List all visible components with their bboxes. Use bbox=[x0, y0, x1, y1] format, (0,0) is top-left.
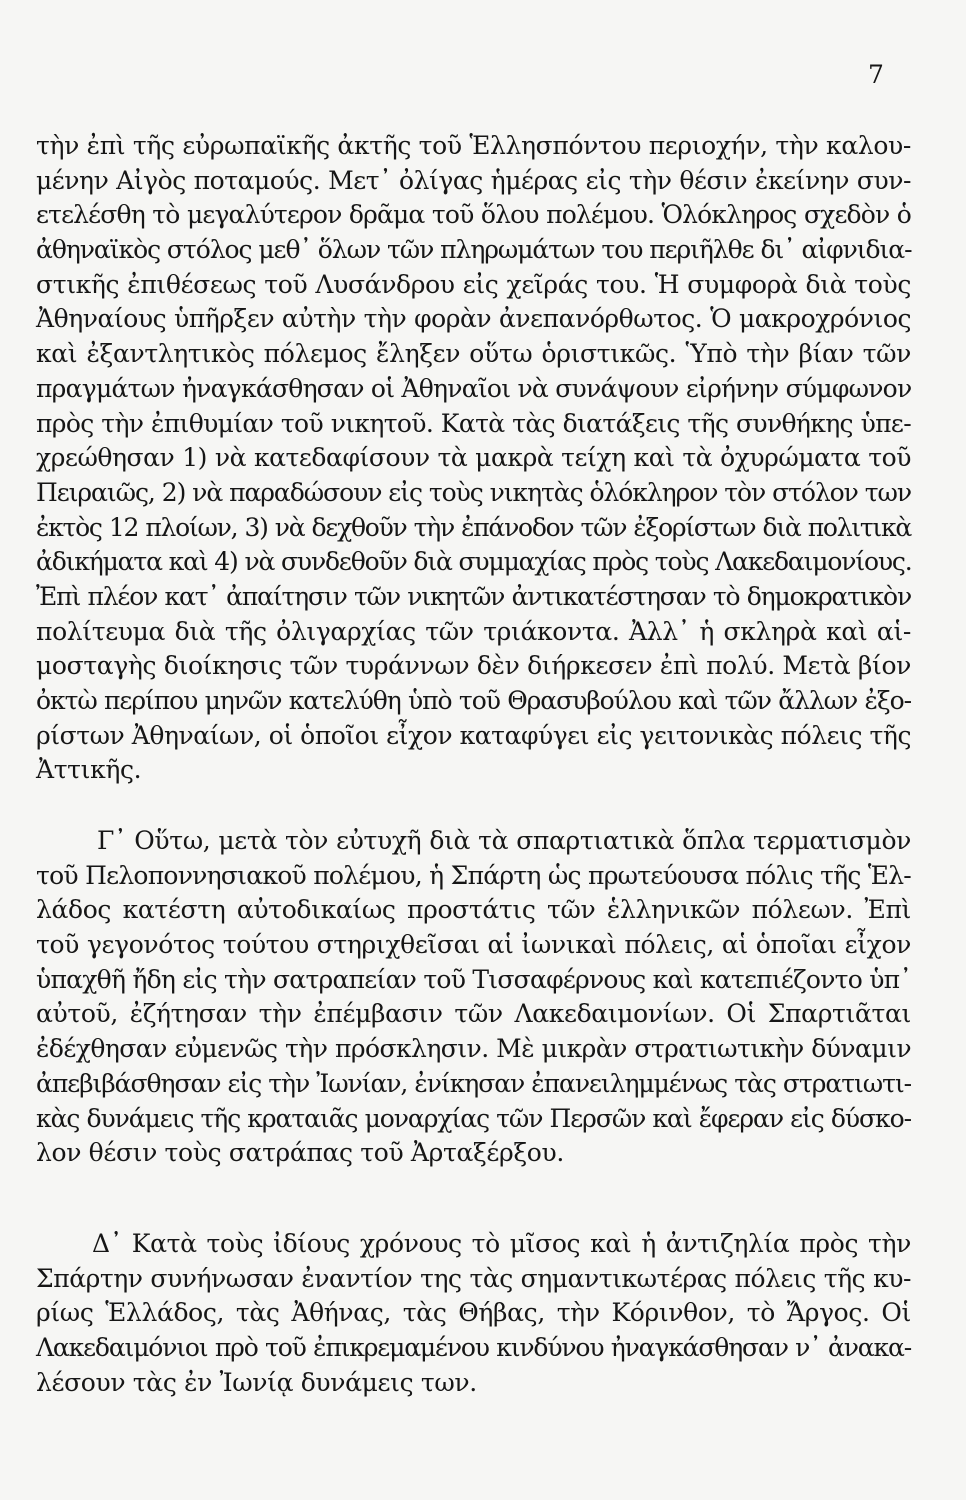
text-line: τοῦ Πελοποννησιακοῦ πολέμου, ἡ Σπάρτη ὡς πρωτεύουσα πόλις τῆς Ἑλ- bbox=[36, 860, 911, 890]
text-line: Πειραιῶς, 2) νὰ παραδώσουν εἰς τοὺς νικητὰς ὁλόκληρον τὸν στόλον των bbox=[36, 477, 911, 507]
text-line: τοῦ γεγονότος τούτου στηριχθεῖσαι αἱ ἰωνικαὶ πόλεις, αἱ ὁποῖαι εἶχον bbox=[36, 930, 911, 960]
text-line: ρίως Ἑλλάδος, τὰς Ἀθήνας, τὰς Θήβας, τὴν Κόρινθον, τὸ Ἄργος. Οἱ bbox=[36, 1298, 911, 1328]
text-line: Δ᾽ Κατὰ τοὺς ἰδίους χρόνους τὸ μῖσος καὶ ἡ ἀντιζηλία πρὸς τὴν bbox=[92, 1229, 911, 1258]
text-line: ἐδέχθησαν εὐμενῶς τὴν πρόσκλησιν. Μὲ μικρὰν στρατιωτικὴν δύναμιν bbox=[36, 1034, 911, 1064]
text-line: μοσταγὴς διοίκησις τῶν τυράννων δὲν διήρκεσεν ἐπὶ πολύ. Μετὰ βίον bbox=[36, 651, 911, 681]
text-line: Ἐπὶ πλέον κατ᾿ ἀπαίτησιν τῶν νικητῶν ἀντικατέστησαν τὸ δημοκρατικὸν bbox=[36, 581, 911, 611]
text-line: ὀκτὼ περίπου μηνῶν κατελύθη ὑπὸ τοῦ Θρασυβούλου καὶ τῶν ἄλλων ἐξο- bbox=[36, 686, 911, 715]
text-line: πολίτευμα διὰ τῆς ὀλιγαρχίας τῶν τριάκοντα. Ἀλλ᾿ ἡ σκληρὰ καὶ αἱ- bbox=[36, 616, 911, 646]
text-line: αὐτοῦ, ἐζήτησαν τὴν ἐπέμβασιν τῶν Λακεδαιμονίων. Οἱ Σπαρτιᾶται bbox=[36, 999, 911, 1029]
text-line: τὴν ἐπὶ τῆς εὐρωπαϊκῆς ἀκτῆς τοῦ Ἑλλησπόντου περιοχήν, τὴν καλου- bbox=[36, 131, 911, 160]
text-line: λέσουν τὰς ἐν Ἰωνίᾳ δυνάμεις των. bbox=[36, 1367, 477, 1397]
text-line: ἀθηναϊκὸς στόλος μεθ᾿ ὅλων τῶν πληρωμάτων του περιῆλθε δι᾿ αἰφνιδια- bbox=[36, 235, 912, 265]
text-line: πρὸς τὴν ἐπιθυμίαν τοῦ νικητοῦ. Κατὰ τὰς διατάξεις τῆς συνθήκης ὑπε- bbox=[36, 408, 911, 438]
text-line: λάδος κατέστη αὐτοδικαίως προστάτις τῶν ἑλληνικῶν πόλεων. Ἐπὶ bbox=[36, 895, 911, 925]
text-line: πραγμάτων ἠναγκάσθησαν οἱ Ἀθηναῖοι νὰ συνάψουν εἰρήνην σύμφωνον bbox=[36, 373, 912, 403]
text-line: Ἀττικῆς. bbox=[36, 755, 142, 785]
paragraph-corinthian-war bbox=[36, 1227, 911, 1400]
text-line: ἀπεβιβάσθησαν εἰς τὴν Ἰωνίαν, ἐνίκησαν ἐπανειλημμένως τὰς στρατιωτι- bbox=[36, 1068, 911, 1098]
text-line: στικῆς ἐπιθέσεως τοῦ Λυσάνδρου εἰς χεῖράς του. Ἡ συμφορὰ διὰ τοὺς bbox=[36, 269, 911, 299]
text-line: καὶ ἐξαντλητικὸς πόλεμος ἔληξεν οὕτω ὁριστικῶς. Ὑπὸ τὴν βίαν τῶν bbox=[36, 339, 911, 369]
text-line: χρεώθησαν 1) νὰ κατεδαφίσουν τὰ μακρὰ τείχη καὶ τὰ ὀχυρώματα τοῦ bbox=[36, 443, 911, 473]
text-line: ὑπαχθῆ ἤδη εἰς τὴν σατραπείαν τοῦ Τισσαφέρνους καὶ κατεπιέζοντο ὑπ᾿ bbox=[36, 964, 912, 994]
page-number: 7 bbox=[868, 60, 884, 89]
text-line: ετελέσθη τὸ μεγαλύτερον δρᾶμα τοῦ ὅλου πολέμου. Ὁλόκληρος σχεδὸν ὁ bbox=[36, 200, 911, 230]
text-line: Λακεδαιμόνιοι πρὸ τοῦ ἐπικρεμαμένου κινδύνου ἠναγκάσθησαν ν᾿ ἀνακα- bbox=[36, 1333, 911, 1363]
text-line: ἀδικήματα καὶ 4) νὰ συνδεθοῦν διὰ συμμαχίας πρὸς τοὺς Λακεδαιμονίους. bbox=[36, 547, 912, 577]
text-line: Ἀθηναίους ὑπῆρξεν αὐτὴν τὴν φορὰν ἀνεπανόρθωτος. Ὁ μακροχρόνιος bbox=[36, 304, 911, 334]
text-line: κὰς δυνάμεις τῆς κραταιᾶς μοναρχίας τῶν Περσῶν καὶ ἔφεραν εἰς δύσκο- bbox=[36, 1103, 911, 1133]
text-line: ρίστων Ἀθηναίων, οἱ ὁποῖοι εἶχον καταφύγει εἰς γειτονικὰς πόλεις τῆς bbox=[36, 720, 911, 750]
text-line: μένην Αἰγὸς ποταμούς. Μετ᾿ ὀλίγας ἡμέρας εἰς τὴν θέσιν ἐκείνην συν- bbox=[36, 165, 911, 195]
paragraph-sparta-hegemony bbox=[36, 824, 911, 1171]
text-line: ἐκτὸς 12 πλοίων, 3) νὰ δεχθοῦν τὴν ἐπάνοδον τῶν ἐξορίστων διὰ πολιτικὰ bbox=[36, 512, 911, 542]
text-line: λον θέσιν τοὺς σατράπας τοῦ Ἀρταξέρξου. bbox=[36, 1138, 564, 1168]
paragraph-aigos-potamoi bbox=[36, 129, 911, 788]
text-line: Γ᾽ Οὕτω, μετὰ τὸν εὐτυχῆ διὰ τὰ σπαρτιατικὰ ὅπλα τερματισμὸν bbox=[97, 826, 911, 855]
text-line: Σπάρτην συνήνωσαν ἐναντίον της τὰς σημαντικωτέρας πόλεις τῆς κυ- bbox=[36, 1263, 911, 1293]
